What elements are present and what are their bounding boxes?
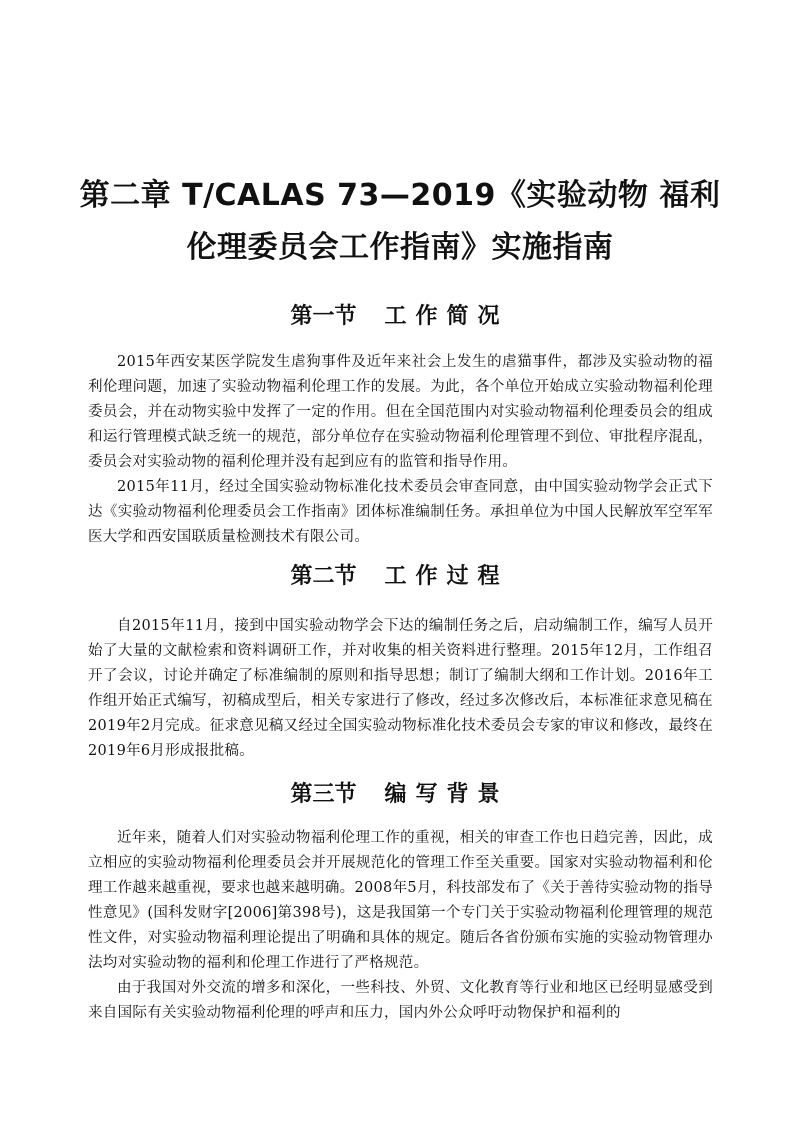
section-1-name: 工作简况: [384, 304, 509, 329]
section-3-heading: [0, 780, 799, 810]
chapter-title: [60, 170, 740, 274]
chapter-title-line-2: 伦理委员会工作指南》实施指南: [186, 230, 614, 265]
section-3-name: 编写背景: [384, 782, 509, 807]
section-1-heading: [0, 302, 799, 332]
section-1-paragraph-2: 2015年11月，经过全国实验动物标准化技术委员会审查同意，由中国实验动物学会正式下达《实验动物福利伦理委员会工作指南》团体标准编制任务。承担单位为中国人民解放军空军军医大学和西安国联质量检测技术有限公司。: [88, 479, 713, 545]
section-3-body: [88, 826, 713, 1026]
section-2-body: [88, 614, 713, 764]
section-2-number: 第二节: [290, 564, 357, 589]
chapter-title-line-1: 第二章 T/CALAS 73—2019《实验动物 福利: [79, 178, 721, 213]
section-3-paragraph-1: 近年来，随着人们对实验动物福利伦理工作的重视，相关的审查工作也日趋完善，因此，成立相应的实验动物福利伦理委员会并开展规范化的管理工作至关重要。国家对实验动物福利和伦理工作越来越重视，要求也越来越明确。2008年5月，科技部发布了《关于善待实验动物的指导性意见》(国科发财字[2006]第398号)，这是我国第一个专门关于实验动物福利伦理管理的规范性文件，对实验动物福利理论提出了明确和具体的规定。随后各省份颁布实施的实验动物管理办法均对实验动物的福利和伦理工作进行了严格规范。: [88, 830, 713, 971]
section-1-number: 第一节: [290, 304, 357, 329]
section-2-name: 工作过程: [384, 564, 509, 589]
section-2-paragraph-1: 自2015年11月，接到中国实验动物学会下达的编制任务之后，启动编制工作，编写人员开始了大量的文献检索和资料调研工作，并对收集的相关资料进行整理。2015年12月，工作组召开了会议，讨论并确定了标准编制的原则和指导思想；制订了编制大纲和工作计划。2016年工作组开始正式编写，初稿成型后，相关专家进行了修改，经过多次修改后，本标准征求意见稿在2019年2月完成。征求意见稿又经过全国实验动物标准化技术委员会专家的审议和修改，最终在2019年6月形成报批稿。: [88, 618, 713, 759]
section-3-paragraph-2: 由于我国对外交流的增多和深化，一些科技、外贸、文化教育等行业和地区已经明显感受到来自国际有关实验动物福利伦理的呼声和压力，国内外公众呼吁动物保护和福利的: [88, 980, 713, 1021]
section-1-paragraph-1: 2015年西安某医学院发生虐狗事件及近年来社会上发生的虐猫事件，都涉及实验动物的福利伦理问题，加速了实验动物福利伦理工作的发展。为此，各个单位开始成立实验动物福利伦理委员会，并在动物实验中发挥了一定的作用。但在全国范围内对实验动物福利伦理委员会的组成和运行管理模式缺乏统一的规范，部分单位存在实验动物福利伦理管理不到位、审批程序混乱，委员会对实验动物的福利伦理并没有起到应有的监管和指导作用。: [88, 354, 713, 470]
section-2-heading: [0, 562, 799, 592]
section-1-body: [88, 350, 713, 550]
section-3-number: 第三节: [290, 782, 357, 807]
